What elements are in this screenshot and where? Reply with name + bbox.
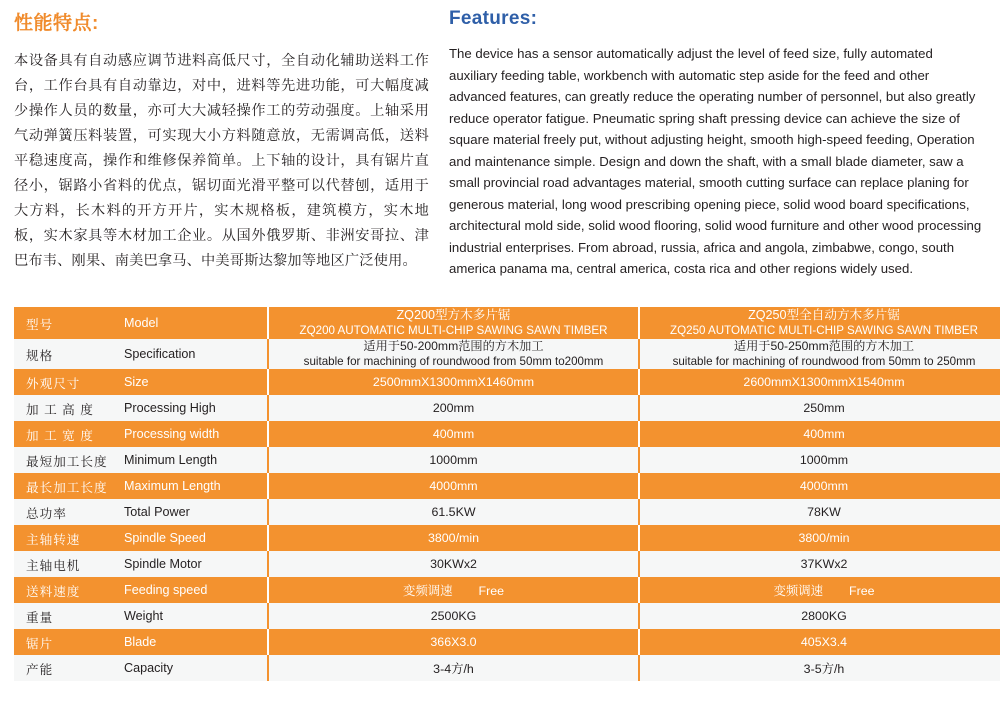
row-label-cn: 加 工 高 度 — [14, 395, 118, 421]
row-label-cn: 最长加工长度 — [14, 473, 118, 499]
row-label-cn: 最短加工长度 — [14, 447, 118, 473]
row-label-cn: 外观尺寸 — [14, 369, 118, 395]
row-label-cn: 主轴电机 — [14, 551, 118, 577]
row-value-zq250-free: Free — [849, 584, 875, 598]
row-label-cn: 重量 — [14, 603, 118, 629]
row-value-zq250: 250mm — [639, 395, 1000, 421]
row-value-zq250: 405X3.4 — [639, 629, 1000, 655]
row-value-zq250: 37KWx2 — [639, 551, 1000, 577]
row-value-zq250: 4000mm — [639, 473, 1000, 499]
table-row — [14, 339, 1000, 369]
row-value-zq200: 4000mm — [268, 473, 639, 499]
row-value-zq200-line2: suitable for machining of roundwood from 50mm to200mm — [303, 355, 604, 368]
header-zq250-line2: ZQ250 AUTOMATIC MULTI-CHIP SAWING SAWN TIMBER — [670, 324, 978, 337]
features-section — [0, 0, 1000, 293]
features-english-column — [439, 8, 984, 293]
features-body-cn: 本设备具有自动感应调节进料高低尺寸，全自动化辅助送料工作台，工作台具有自动靠边，对中，进料等先进功能，可大幅度减少操作人员的数量，亦可大大减轻操作工的劳动强度。上轴采用气动弹簧压料装置，可实现大小方料随意放，无需调高低，送料平稳速度高，操作和维修保养简单。上下轴的设计，具有锯片直径小，锯路小省料的优点，锯切面光滑平整可以代替刨，适用于大方料，长木料的开方开片，实木规格板，建筑模方，实木地板，实木家具等木材加工企业。从国外俄罗斯、非洲安哥拉、津巴布韦、刚果、南美巴拿马、中美哥斯达黎加等地区广泛使用。 — [14, 53, 429, 270]
table-row — [14, 525, 1000, 551]
row-value-zq200: 3800/min — [268, 525, 639, 551]
specifications-table — [14, 307, 1000, 681]
row-label-en: Weight — [118, 603, 268, 629]
row-label-en: Size — [118, 369, 268, 395]
header-cell-model-cn: 型号 — [14, 307, 118, 339]
table-row — [14, 603, 1000, 629]
row-value-zq200-variable-speed: 变频调速 — [402, 584, 453, 598]
row-value-zq200-line1: 适用于50-200mm范围的方木加工 — [363, 339, 544, 353]
row-label-en: Spindle Motor — [118, 551, 268, 577]
row-value-zq250: 2800KG — [639, 603, 1000, 629]
row-value-zq250: 400mm — [639, 421, 1000, 447]
row-value-zq250-variable-speed: 变频调速 — [773, 584, 824, 598]
table-row — [14, 551, 1000, 577]
row-value-zq200: 2500KG — [268, 603, 639, 629]
table-row — [14, 421, 1000, 447]
header-cell-model-en: Model — [118, 307, 268, 339]
header-zq200-line1: ZQ200型方木多片锯 — [396, 308, 511, 322]
row-value-zq200-free: Free — [478, 584, 505, 598]
row-label-en: Blade — [118, 629, 268, 655]
header-cell-zq200 — [268, 307, 639, 339]
row-value-zq250: 2600mmX1300mmX1540mm — [639, 369, 1000, 395]
row-value-zq250-line2: suitable for machining of roundwood from 50mm to 250mm — [672, 355, 976, 368]
row-label-en: Processing High — [118, 395, 268, 421]
row-value-zq200: 366X3.0 — [268, 629, 639, 655]
features-body-en: The device has a sensor automatically adjust the level of feed size, fully automated auxiliary feeding table, workbench with automatic step aside for the feed and other advanced features, can greatly reduce the operating number of personnel, but also greatly reduce operator fatigue. Pneumatic spring shaft pressing device can achieve the size of square material freely put, without adjusting height, smooth high-speed feeding, Operation and maintenance simple. Design and down the shaft, with a small blade diameter, saw a small provincial road advantages material, smooth cutting surface can replace planing for generous material, long wood prescribing opening piece, solid wood board specifications, architectural mold side, solid wood flooring, solid wood furniture and other wood processing industrial enterprises. From abroad, russia, africa and angola, zimbabwe, congo, south america panama ma, central america, costa rica and other regions widely used. — [449, 46, 982, 277]
header-zq200-line2: ZQ200 AUTOMATIC MULTI-CHIP SAWING SAWN TIMBER — [299, 324, 608, 337]
table-row — [14, 499, 1000, 525]
table-row — [14, 577, 1000, 603]
row-label-en: Feeding speed — [118, 577, 268, 603]
row-label-en: Processing width — [118, 421, 268, 447]
row-value-zq250-line1: 适用于50-250mm范围的方木加工 — [733, 339, 915, 353]
row-value-zq200: 30KWx2 — [268, 551, 639, 577]
table-header-row — [14, 307, 1000, 339]
row-value-zq200: 61.5KW — [268, 499, 639, 525]
row-value-zq200: 3-4方/h — [268, 655, 639, 681]
row-label-cn: 锯片 — [14, 629, 118, 655]
row-value-zq250: 1000mm — [639, 447, 1000, 473]
row-value-zq250: 3800/min — [639, 525, 1000, 551]
row-label-cn: 加 工 宽 度 — [14, 421, 118, 447]
row-label-en: Spindle Speed — [118, 525, 268, 551]
features-title-en: Features: — [449, 8, 538, 29]
row-label-en: Total Power — [118, 499, 268, 525]
table-row — [14, 447, 1000, 473]
row-label-cn: 产能 — [14, 655, 118, 681]
row-label-en: Specification — [118, 339, 268, 369]
row-label-cn: 送料速度 — [14, 577, 118, 603]
row-value-zq200: 1000mm — [268, 447, 639, 473]
table-row — [14, 395, 1000, 421]
row-label-en: Maximum Length — [118, 473, 268, 499]
table-row — [14, 369, 1000, 395]
header-zq250-line1: ZQ250型全自动方木多片锯 — [748, 308, 900, 322]
header-cell-zq250 — [639, 307, 1000, 339]
row-value-zq200: 2500mmX1300mmX1460mm — [268, 369, 639, 395]
table-row — [14, 629, 1000, 655]
row-value-zq250: 3-5方/h — [639, 655, 1000, 681]
row-value-zq200 — [268, 577, 639, 603]
row-value-zq200: 200mm — [268, 395, 639, 421]
row-label-en: Capacity — [118, 655, 268, 681]
row-value-zq250 — [639, 339, 1000, 369]
table-row — [14, 655, 1000, 681]
row-value-zq200: 400mm — [268, 421, 639, 447]
row-value-zq200 — [268, 339, 639, 369]
features-chinese-column — [14, 8, 439, 293]
row-value-zq250 — [639, 577, 1000, 603]
row-label-cn: 规格 — [14, 339, 118, 369]
features-title-cn: 性能特点: — [14, 13, 99, 34]
row-label-cn: 总功率 — [14, 499, 118, 525]
row-label-en: Minimum Length — [118, 447, 268, 473]
table-row — [14, 473, 1000, 499]
row-value-zq250: 78KW — [639, 499, 1000, 525]
specifications-table-wrapper — [14, 307, 986, 681]
row-label-cn: 主轴转速 — [14, 525, 118, 551]
